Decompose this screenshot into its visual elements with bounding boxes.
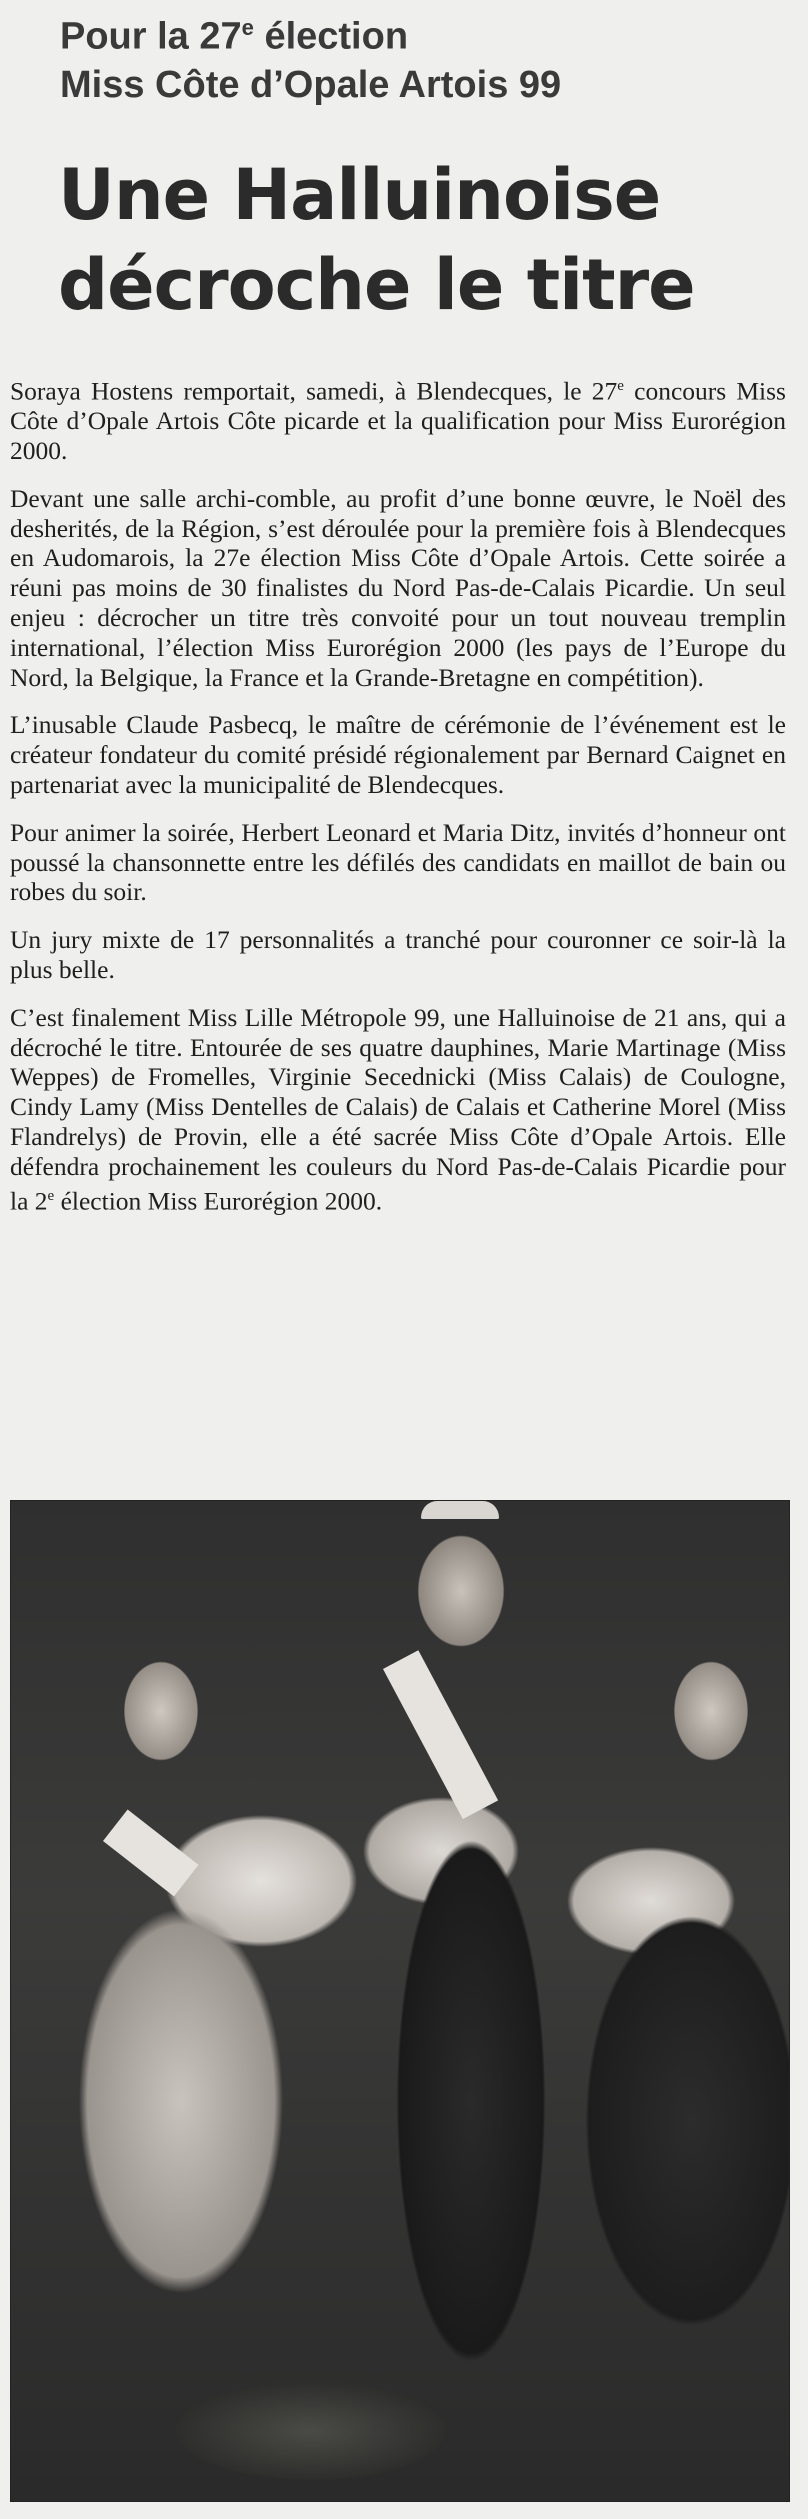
sash-shape-left: [103, 1809, 199, 1896]
paragraph-3: L’inusable Claude Pasbecq, le maître de cérémonie de l’événement est le créateur fondateur du comité présidé régionalement par Bernard Caignet en partenariat avec la municipalité de Blendecques.: [10, 710, 786, 800]
article-body: [10, 372, 786, 1234]
kicker-line-2: Miss Côte d’Opale Artois 99: [60, 63, 562, 106]
crown-shape: [421, 1501, 499, 1519]
paragraph-5: Un jury mixte de 17 personnalités a tranché pour couronner ce soir-là la plus belle.: [10, 925, 786, 985]
paragraph-4: Pour animer la soirée, Herbert Leonard et Maria Ditz, invités d’honneur ont poussé la chansonnette entre les défilés des candidats en maillot de bain ou robes du soir.: [10, 817, 786, 907]
photo-winners: [10, 1500, 790, 2502]
paragraph-2: Devant une salle archi-comble, au profit d’une bonne œuvre, le Noël des desherités, de la Région, s’est déroulée pour la première fois à Blendecques en Audomarois, la 27e élection Miss Côte d’Opale Artois. Cette soirée a réuni pas moins de 30 finalistes du Nord Pas-de-Calais Picardie. Un seul enjeu : décrocher un titre très convoité pour un tout nouveau tremplin international, l’élection Miss Eurorégion 2000 (les pays de l’Europe du Nord, la Belgique, la France et la Grande-Bretagne en compétition).: [10, 483, 786, 692]
kicker-line-1: Pour la 27e élection: [60, 15, 409, 58]
headline-line-1: Une Halluinoise: [58, 154, 661, 236]
kicker: [60, 4, 760, 109]
headline-line-2: décroche le titre: [58, 244, 695, 326]
lead-paragraph: Soraya Hostens remportait, samedi, à Blendecques, le 27e concours Miss Côte d’Opale Artois Côte picarde et la qualification pour Miss Eurorégion 2000.: [10, 376, 786, 466]
paragraph-6: C’est finalement Miss Lille Métropole 99, une Halluinoise de 21 ans, qui a décroché le titre. Entourée de ses quatre dauphines, Marie Martinage (Miss Weppes) de Fromelles, Virginie Secednicki (Miss Calais) de Coulogne, Cindy Lamy (Miss Dentelles de Calais) de Calais et Catherine Morel (Miss Flandrelys) de Provin, elle a été sacrée Miss Côte d’Opale Artois. Elle défendra prochainement les couleurs du Nord Pas-de-Calais Picardie pour la 2e élection Miss Eurorégion 2000.: [10, 1002, 786, 1216]
headline: [58, 150, 778, 330]
sash-shape: [383, 1650, 498, 1819]
